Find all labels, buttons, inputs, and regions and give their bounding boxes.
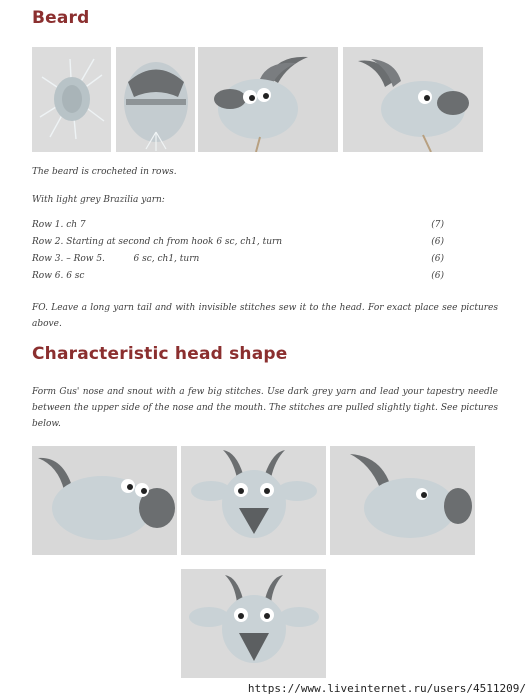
head-photo-3 <box>330 446 475 555</box>
row-label: Row 6. 6 sc <box>32 271 85 281</box>
stitch-count: (6) <box>431 271 444 281</box>
head-photo-2 <box>181 446 326 555</box>
row-label: Row 2. Starting at second ch from hook 6 sc, ch1, turn <box>32 237 283 247</box>
row-instruction <box>32 254 444 271</box>
head-photo-1 <box>32 446 177 555</box>
beard-heading: Beard <box>32 8 90 28</box>
head-photo-4 <box>181 569 326 678</box>
beard-intro: The beard is crocheted in rows. <box>32 167 177 177</box>
beard-photo-3 <box>198 47 338 152</box>
beard-photo-1 <box>32 47 111 152</box>
row-label: Row 3. – Row 5. 6 sc, ch1, turn <box>32 254 200 264</box>
yarn-note: With light grey Brazilia yarn: <box>32 195 165 205</box>
head-shape-paragraph: Form Gus' nose and snout with a few big stitches. Use dark grey yarn and lead your tapestry needle between the upper side of the nose and the mouth. The stitches are pulled slightly tight. See pictures below. <box>32 387 498 429</box>
row-label: Row 1. ch 7 <box>32 220 86 230</box>
beard-photo-4 <box>343 47 483 152</box>
row-instruction <box>32 237 444 254</box>
stitch-count: (7) <box>431 220 444 230</box>
source-watermark: https://www.liveinternet.ru/users/4511209/ <box>247 682 526 695</box>
head-shape-heading: Characteristic head shape <box>32 344 288 364</box>
stitch-count: (6) <box>431 254 444 264</box>
row-instructions <box>32 220 444 288</box>
beard-photo-2 <box>116 47 195 152</box>
finish-instructions: FO. Leave a long yarn tail and with invisible stitches sew it to the head. For exact place see pictures above. <box>32 303 498 329</box>
row-instruction <box>32 220 444 237</box>
row-instruction <box>32 271 444 288</box>
stitch-count: (6) <box>431 237 444 247</box>
